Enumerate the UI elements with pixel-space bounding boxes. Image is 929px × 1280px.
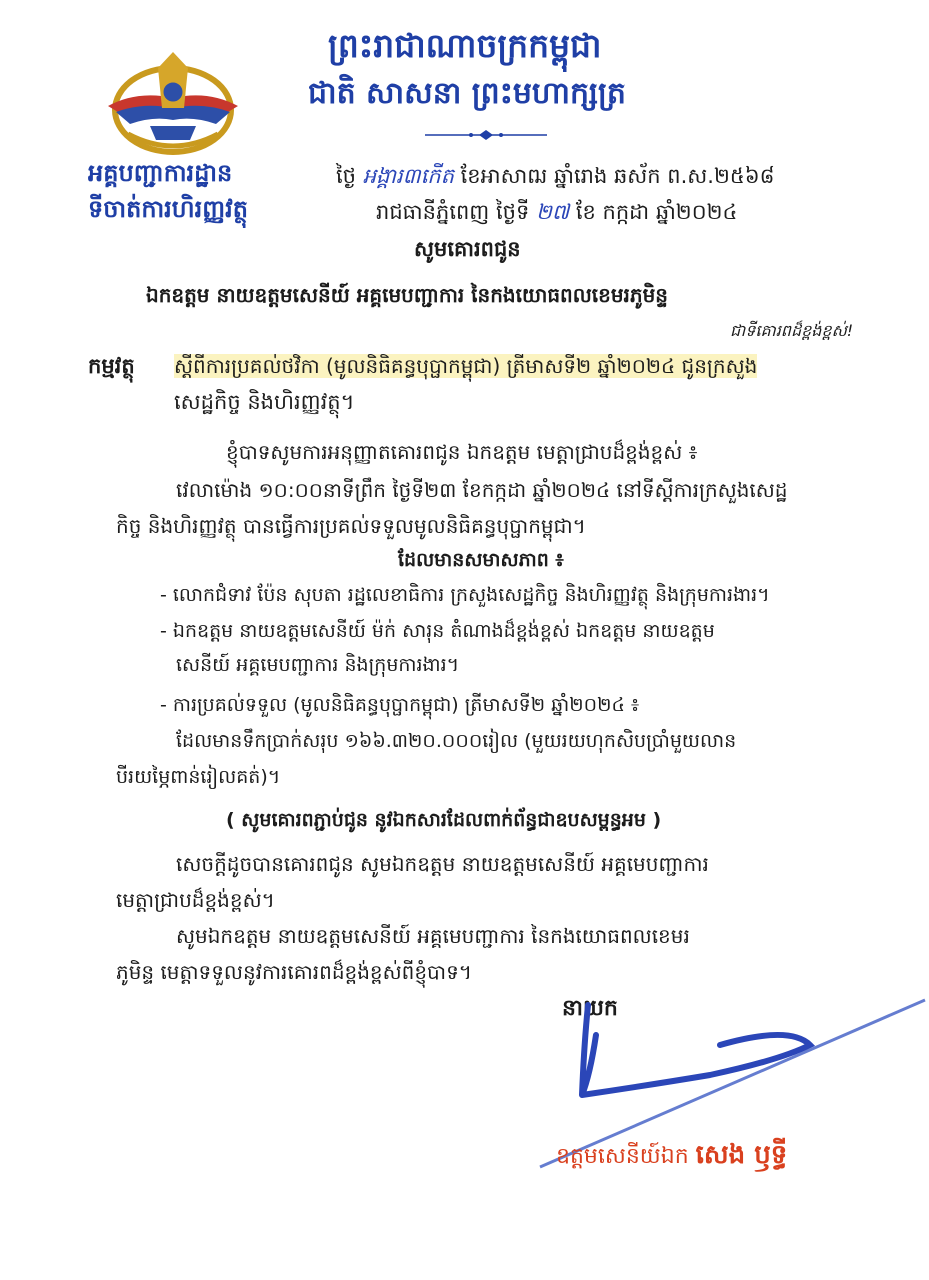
lunar-date-prefix: ថ្ងៃ bbox=[336, 164, 356, 188]
participant-item-1: - លោកជំទាវ ប៉ែន សុបតា រដ្ឋលេខាធិការ ក្រសួងសេដ្ឋកិច្ច និងហិរញ្ញវត្ថុ និងក្រុមការងារ។ bbox=[160, 584, 770, 606]
solar-date bbox=[376, 200, 737, 225]
closing-2-line-2: ភូមិន្ទ មេត្តាទទួលនូវការគោរពដ៏ខ្ពង់ខ្ពស់ពីខ្ញុំបាទ។ bbox=[116, 960, 472, 984]
national-motto: ជាតិ សាសនា ព្រះមហាក្សត្រ bbox=[308, 76, 626, 111]
participant-item-2-line-1: - ឯកឧត្តម នាយឧត្តមសេនីយ៍ ម៉ក់ សារុន តំណាងដ៏ខ្ពង់ខ្ពស់ ឯកឧត្តម នាយឧត្តម bbox=[160, 620, 715, 642]
sender-line-1: អគ្គបញ្ជាការដ្ឋាន bbox=[88, 159, 233, 187]
participants-heading: ដែលមានសមាសភាព ៖ bbox=[398, 549, 564, 571]
subject-line-2: សេដ្ឋកិច្ច និងហិរញ្ញវត្ថុ។ bbox=[174, 390, 355, 414]
lunar-date-rest: ខែអាសាឍ ឆ្នាំរោង ឆស័ក ព.ស.២៥៦៨ bbox=[460, 164, 775, 188]
amount-line-1: ដែលមានទឹកប្រាក់សរុប ១៦៦.៣២០.០០០រៀល (មួយរយហុកសិបប្រាំមួយលាន bbox=[176, 730, 737, 752]
recipient: ឯកឧត្តម នាយឧត្តមសេនីយ៍ អគ្គមេបញ្ជាការ នៃកងយោធពលខេមរភូមិន្ទ bbox=[146, 283, 668, 307]
solar-date-month-year: ខែ កក្កដា ឆ្នាំ២០២៤ bbox=[575, 200, 738, 224]
subject-label: កម្មវត្ថុ bbox=[88, 354, 135, 378]
royal-army-crest-icon bbox=[98, 48, 248, 160]
handover-item: - ការប្រគល់ទទួល (មូលនិធិគន្ធបុប្ផាកម្ពុជា) ត្រីមាសទី២ ឆ្នាំ២០២៤ ៖ bbox=[160, 694, 640, 716]
solar-date-day: ២៧ bbox=[536, 200, 570, 224]
lunar-date bbox=[336, 164, 774, 189]
participant-item-2-line-2: សេនីយ៍ អគ្គមេបញ្ជាការ និងក្រុមការងារ។ bbox=[176, 654, 460, 676]
attachment-note: ( សូមគោរពភ្ជាប់ជូន នូវឯកសារដែលពាក់ព័ន្ធជាឧបសម្ពន្ធអម ) bbox=[226, 809, 662, 831]
paragraph-1-line-1: វេលាម៉ោង ១០:០០នាទីព្រឹក ថ្ងៃទី២៣ ខែកក្កដា ឆ្នាំ២០២៤ នៅទីស្តីការក្រសួងសេដ្ឋ bbox=[176, 478, 788, 502]
amount-line-2: បីរយម្ភៃពាន់រៀលគត់)។ bbox=[116, 766, 281, 788]
lunar-date-handwritten: អង្គារ៣កើត bbox=[362, 164, 454, 188]
signatory-title: នាយក bbox=[562, 996, 618, 1021]
closing-2-line-1: សូមឯកឧត្តម នាយឧត្តមសេនីយ៍ អគ្គមេបញ្ជាការ នៃកងយោធពលខេមរ bbox=[176, 924, 690, 948]
signatory-rank: ឧត្តមសេនីយ៍ឯក bbox=[556, 1144, 689, 1169]
kingdom-title: ព្រះរាជាណាចក្រកម្ពុជា bbox=[328, 26, 602, 65]
intro-text: ខ្ញុំបាទសូមការអនុញ្ញាតគោរពជូន ឯកឧត្តម មេត្តាជ្រាបដ៏ខ្ពង់ខ្ពស់ ៖ bbox=[226, 440, 698, 464]
signatory bbox=[556, 1138, 787, 1176]
paragraph-1-line-2: កិច្ច និងហិរញ្ញវត្ថុ បានធ្វើការប្រគល់ទទួលមូលនិធិគន្ធបុប្ផាកម្ពុជា។ bbox=[116, 514, 586, 538]
closing-1-line-1: សេចក្តីដូចបានគោរពជូន សូមឯកឧត្តម នាយឧត្តមសេនីយ៍ អគ្គមេបញ្ជាការ bbox=[176, 852, 709, 876]
solar-date-city: រាជធានីភ្នំពេញ ថ្ងៃទី bbox=[376, 200, 530, 224]
subject-line-1: ស្តីពីការប្រគល់ថវិកា (មូលនិធិគន្ធបុប្ផាកម្ពុជា) ត្រីមាសទី២ ឆ្នាំ២០២៤ ជូនក្រសួង bbox=[174, 354, 758, 378]
recipient-note: ជាទីគោរពដ៏ខ្ពង់ខ្ពស់! bbox=[730, 321, 854, 340]
salutation: សូមគោរពជូន bbox=[414, 237, 521, 261]
closing-1-line-2: មេត្តាជ្រាបដ៏ខ្ពង់ខ្ពស់។ bbox=[116, 888, 275, 912]
ornament-divider-icon bbox=[425, 128, 547, 142]
sender-line-2: ទីចាត់ការហិរញ្ញវត្ថុ bbox=[88, 195, 248, 223]
signatory-name: សេង ឫទ្ធី bbox=[695, 1140, 788, 1170]
